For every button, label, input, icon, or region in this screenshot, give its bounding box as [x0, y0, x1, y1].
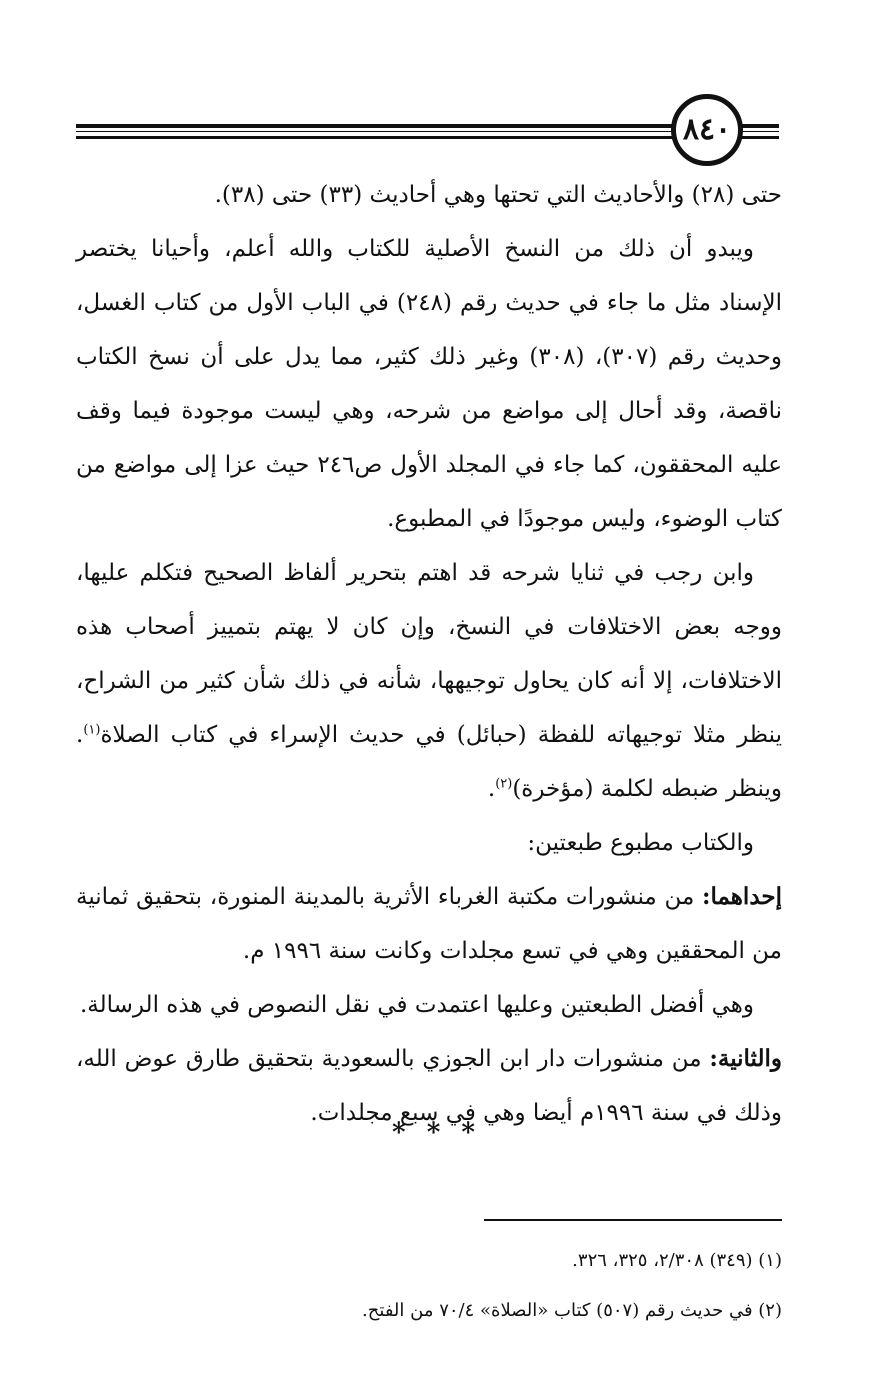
- section-separator: * * *: [392, 1118, 481, 1148]
- paragraph: [76, 816, 782, 870]
- page-number: ٨٤٠: [671, 94, 743, 166]
- paragraph-text: حتى (٢٨) والأحاديث التي تحتها وهي أحاديث (٣٣) حتى (٣٨).: [214, 182, 782, 208]
- paragraph: [76, 546, 782, 816]
- paragraph-text: والكتاب مطبوع طبعتين:: [527, 830, 754, 856]
- paragraph-text: . وينظر ضبطه لكلمة (مؤخرة): [76, 722, 782, 802]
- paragraph-lead: إحداهما:: [702, 883, 782, 910]
- footnote-rule: [484, 1219, 782, 1221]
- paragraph: [76, 870, 782, 978]
- footnote: (١) (٣٤٩) ٢/٣٠٨، ٣٢٥، ٣٢٦.: [572, 1250, 782, 1271]
- footnote: (٢) في حديث رقم (٥٠٧) كتاب «الصلاة» ٧٠/٤ من الفتح.: [362, 1300, 782, 1321]
- paragraph: [76, 222, 782, 546]
- main-text: [76, 168, 782, 1140]
- footnote-ref[interactable]: (١): [83, 722, 101, 738]
- paragraph-text: ويبدو أن ذلك من النسخ الأصلية للكتاب والله أعلم، وأحيانا يختصر الإسناد مثل ما جاء في حديث رقم (٢٤٨) في الباب الأول من كتاب الغسل، وحديث رقم (٣٠٧)، (٣٠٨) وغير ذلك كثير، مما يدل على أن نسخ الكتاب ناقصة، وقد أحال إلى مواضع من شرحه، وهي ليست موجودة فيما وقف عليه المحققون، كما جاء في المجلد الأول ص٢٤٦ حيث عزا إلى مواضع من كتاب الوضوء، وليس موجودًا في المطبوع.: [76, 236, 782, 532]
- paragraph-lead: والثانية:: [709, 1045, 782, 1072]
- paragraph: [76, 978, 782, 1032]
- paragraph: [76, 168, 782, 222]
- footnotes: [76, 1236, 782, 1336]
- paragraph-text: وابن رجب في ثنايا شرحه قد اهتم بتحرير ألفاظ الصحيح فتكلم عليها، ووجه بعض الاختلافات في النسخ، وإن كان لا يهتم بتمييز أصحاب هذه الاختلافات، إلا أنه كان يحاول توجيهها، شأنه في ذلك شأن كثير من الشراح، ينظر مثلا توجيهاته للفظة (حبائل) في حديث الإسراء في كتاب الصلاة: [76, 560, 782, 748]
- paragraph-text: من منشورات دار ابن الجوزي بالسعودية بتحقيق طارق عوض الله، وذلك في سنة ١٩٩٦م أيضا وهي في سبع مجلدات.: [76, 1046, 782, 1126]
- paragraph-text: من منشورات مكتبة الغرباء الأثرية بالمدينة المنورة، بتحقيق ثمانية من المحققين وهي في تسع مجلدات وكانت سنة ١٩٩٦ م.: [76, 884, 782, 964]
- paragraph-text: .: [487, 776, 496, 802]
- footnote-ref[interactable]: (٢): [495, 776, 513, 792]
- paragraph-text: وهي أفضل الطبعتين وعليها اعتمدت في نقل النصوص في هذه الرسالة.: [79, 992, 754, 1018]
